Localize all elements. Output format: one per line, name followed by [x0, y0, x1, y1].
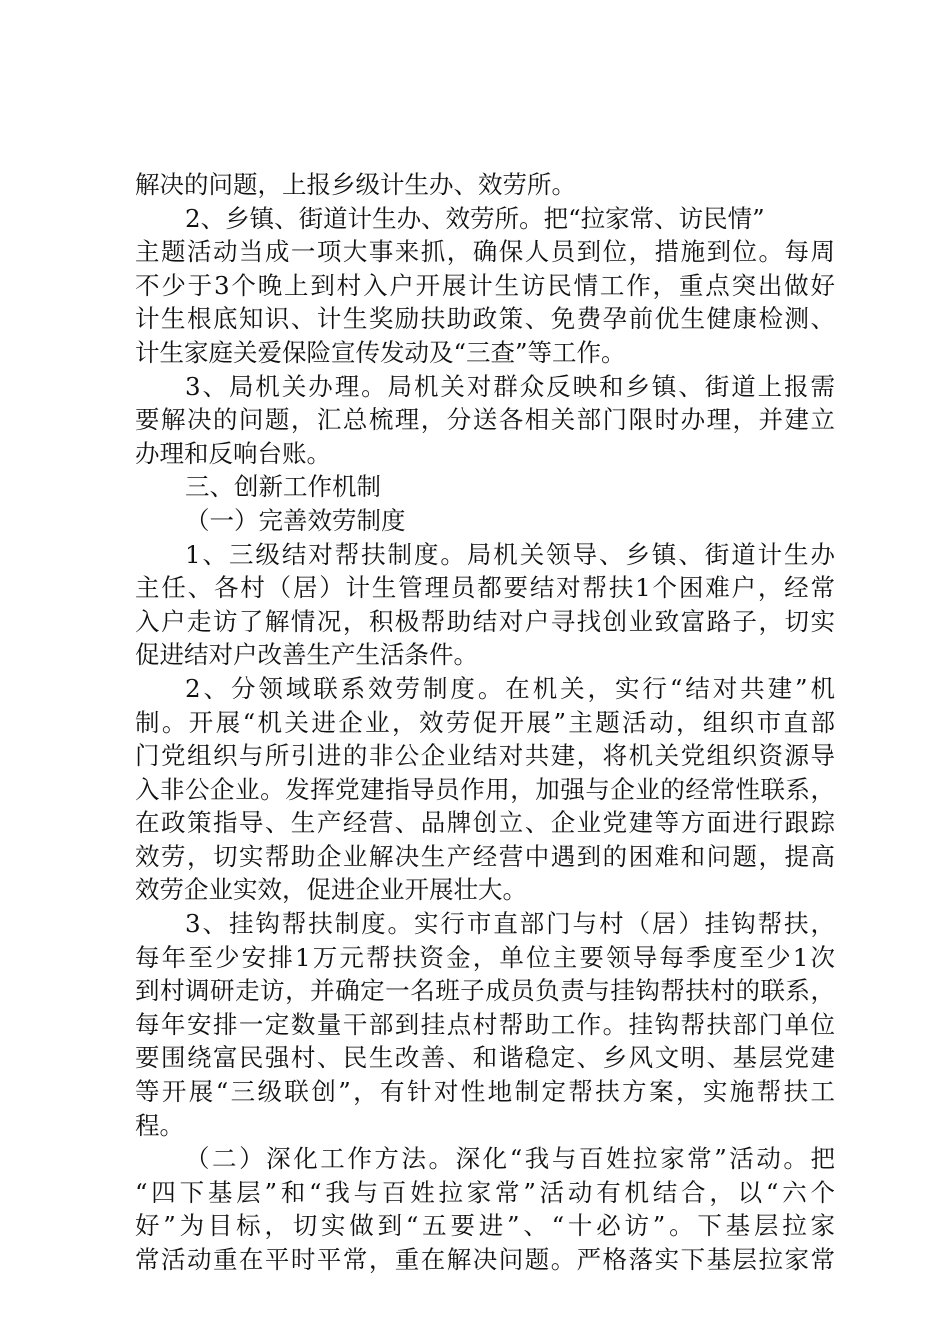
text-line: 每年安排一定数量干部到挂点村帮助工作。挂钩帮扶部门单位 [135, 1009, 835, 1039]
text-line: 主题活动当成一项大事来抓，确保人员到位，措施到位。每周 [135, 237, 835, 267]
text-line: 到村调研走访，并确定一名班子成员负责与挂钩帮扶村的联系， [135, 976, 835, 1006]
text-line: 1、三级结对帮扶制度。局机关领导、乡镇、街道计生办 [185, 539, 835, 569]
document-body [135, 168, 835, 1277]
text-line: 3、局机关办理。局机关对群众反映和乡镇、街道上报需 [185, 371, 835, 401]
text-line: 三、创新工作机制 [185, 472, 381, 502]
text-line: 要解决的问题，汇总梳理，分送各相关部门限时办理，并建立 [135, 405, 835, 435]
text-line: 要围绕富民强村、民生改善、和谐稳定、乡风文明、基层党建 [135, 1043, 835, 1073]
text-line: 每年至少安排1万元帮扶资金，单位主要领导每季度至少1次 [135, 942, 835, 972]
text-line: 门党组织与所引进的非公企业结对共建，将机关党组织资源导 [135, 741, 835, 771]
text-line: 效劳企业实效，促进企业开展壮大。 [135, 875, 527, 905]
text-line: 效劳，切实帮助企业解决生产经营中遇到的困难和问题，提高 [135, 841, 835, 871]
text-line: 常活动重在平时平常，重在解决问题。严格落实下基层拉家常 [135, 1245, 835, 1274]
text-line: 办理和反响台账。 [135, 438, 331, 468]
text-line: 程。 [135, 1110, 184, 1140]
text-line: （二）深化工作方法。深化“我与百姓拉家常”活动。把 [185, 1144, 835, 1174]
text-line: 促进结对户改善生产生活条件。 [135, 640, 478, 670]
text-line: 制。开展“机关进企业，效劳促开展”主题活动，组织市直部 [135, 707, 835, 737]
text-line: 在政策指导、生产经营、品牌创立、企业党建等方面进行跟踪 [135, 808, 835, 838]
text-line: 好”为目标，切实做到“五要进”、“十必访”。下基层拉家 [135, 1211, 835, 1241]
text-line: 2、分领域联系效劳制度。在机关，实行“结对共建”机 [185, 673, 835, 703]
text-line: 3、挂钩帮扶制度。实行市直部门与村（居）挂钩帮扶， [185, 909, 835, 939]
text-line: “四下基层”和“我与百姓拉家常”活动有机结合，以“六个 [135, 1177, 835, 1207]
text-line: 不少于3个晚上到村入户开展计生访民情工作，重点突出做好 [135, 270, 835, 300]
text-line: 入户走访了解情况，积极帮助结对户寻找创业致富路子，切实 [135, 606, 835, 636]
text-line: 主任、各村（居）计生管理员都要结对帮扶1个困难户，经常 [135, 573, 835, 603]
text-line: 等开展“三级联创”，有针对性地制定帮扶方案，实施帮扶工 [135, 1077, 835, 1107]
text-line: 计生根底知识、计生奖励扶助政策、免费孕前优生健康检测、 [135, 304, 835, 334]
text-line: 2、乡镇、街道计生办、效劳所。把“拉家常、访民情” [185, 203, 765, 233]
text-line: （一）完善效劳制度 [185, 505, 406, 535]
text-line: 解决的问题，上报乡级计生办、效劳所。 [135, 170, 576, 199]
text-line: 计生家庭关爱保险宣传发动及“三查”等工作。 [135, 337, 626, 367]
text-line: 入非公企业。发挥党建指导员作用，加强与企业的经常性联系， [135, 774, 835, 804]
